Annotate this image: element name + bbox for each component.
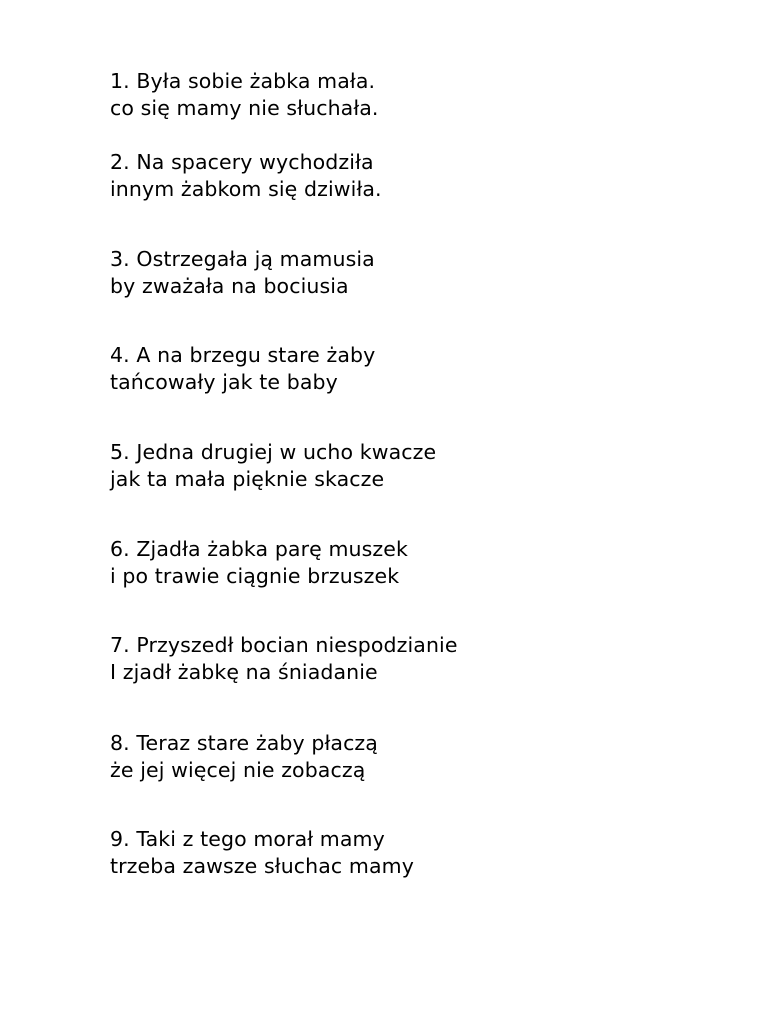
stanza-2 [110,149,710,203]
stanza-line: 8. Teraz stare żaby płaczą [110,731,378,755]
stanza-line: innym żabkom się dziwiła. [110,177,382,201]
stanza-line: 7. Przyszedł bocian niespodzianie [110,633,458,657]
stanza-line: tańcowały jak te baby [110,370,338,394]
stanza-8 [110,730,710,784]
stanza-1 [110,68,710,122]
stanza-line: że jej więcej nie zobaczą [110,758,366,782]
stanza-6 [110,536,710,590]
stanza-9 [110,826,710,880]
stanza-5 [110,439,710,493]
stanza-line: trzeba zawsze słuchac mamy [110,854,414,878]
stanza-line: 6. Zjadła żabka parę muszek [110,537,408,561]
stanza-line: jak ta mała pięknie skacze [110,467,385,491]
stanza-line: 4. A na brzegu stare żaby [110,343,376,367]
stanza-line: co się mamy nie słuchała. [110,96,379,120]
stanza-line: 2. Na spacery wychodziła [110,150,374,174]
stanza-7 [110,632,710,686]
stanza-line: i po trawie ciągnie brzuszek [110,564,400,588]
stanza-line: 1. Była sobie żabka mała. [110,69,376,93]
stanza-line: 3. Ostrzegała ją mamusia [110,247,375,271]
stanza-line: I zjadł żabkę na śniadanie [110,660,378,684]
stanza-4 [110,342,710,396]
stanza-line: 5. Jedna drugiej w ucho kwacze [110,440,437,464]
stanza-line: by zważała na bociusia [110,274,349,298]
stanza-3 [110,246,710,300]
stanza-line: 9. Taki z tego morał mamy [110,827,385,851]
